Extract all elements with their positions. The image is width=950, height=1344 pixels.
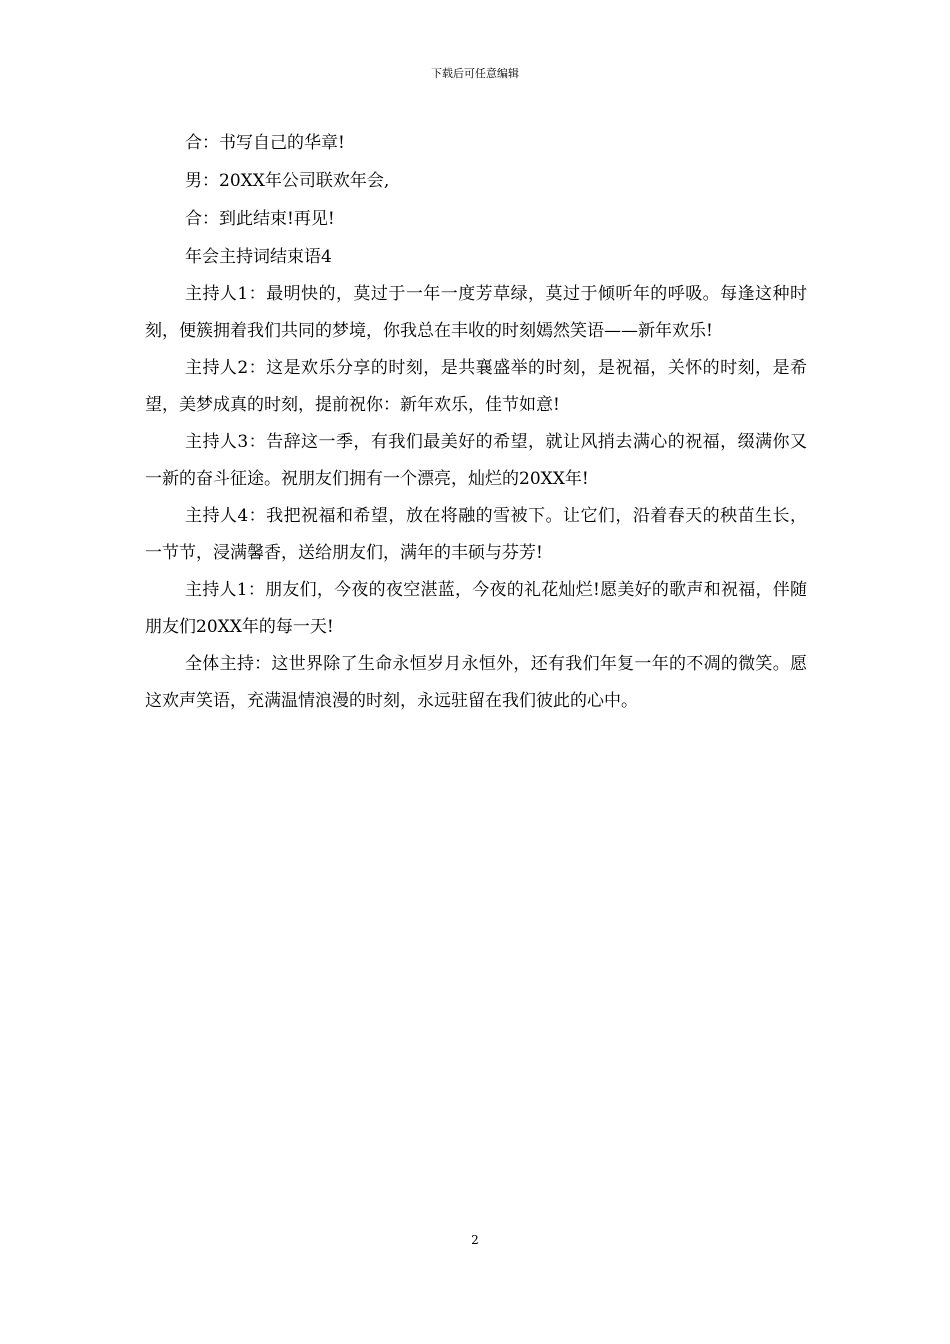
host-paragraph: 全体主持：这世界除了生命永恒岁月永恒外，还有我们年复一年的不凋的微笑。愿这欢声笑语，充满温情浪漫的时刻，永远驻留在我们彼此的心中。 xyxy=(145,654,807,711)
host-paragraph: 主持人1：最明快的，莫过于一年一度芳草绿，莫过于倾听年的呼吸。每逢这种时刻，便簇拥着我们共同的梦境，你我总在丰收的时刻嫣然笑语——新年欢乐! xyxy=(145,284,807,341)
document-body xyxy=(145,124,807,720)
section-heading: 年会主持词结束语4 xyxy=(185,247,332,267)
page-header: 下载后可任意编辑 xyxy=(431,67,519,80)
host-paragraph: 主持人3：告辞这一季，有我们最美好的希望，就让风捎去满心的祝福，缀满你又一新的奋斗征途。祝朋友们拥有一个漂亮，灿烂的20XX年! xyxy=(145,432,807,489)
dialogue-line: 男：20XX年公司联欢年会, xyxy=(185,171,390,191)
dialogue-line: 合：书写自己的华章! xyxy=(185,133,345,153)
host-paragraph: 主持人4：我把祝福和希望，放在将融的雪被下。让它们，沿着春天的秧苗生长，一节节，浸满馨香，送给朋友们，满年的丰硕与芬芳! xyxy=(145,506,807,563)
host-paragraph: 主持人1：朋友们，今夜的夜空湛蓝，今夜的礼花灿烂!愿美好的歌声和祝福，伴随朋友们20XX年的每一天! xyxy=(145,580,807,637)
host-paragraph: 主持人2：这是欢乐分享的时刻，是共襄盛举的时刻，是祝福，关怀的时刻，是希望，美梦成真的时刻，提前祝你：新年欢乐，佳节如意! xyxy=(145,358,807,415)
page-number: 2 xyxy=(471,1233,479,1247)
dialogue-line: 合：到此结束!再见! xyxy=(185,209,335,229)
